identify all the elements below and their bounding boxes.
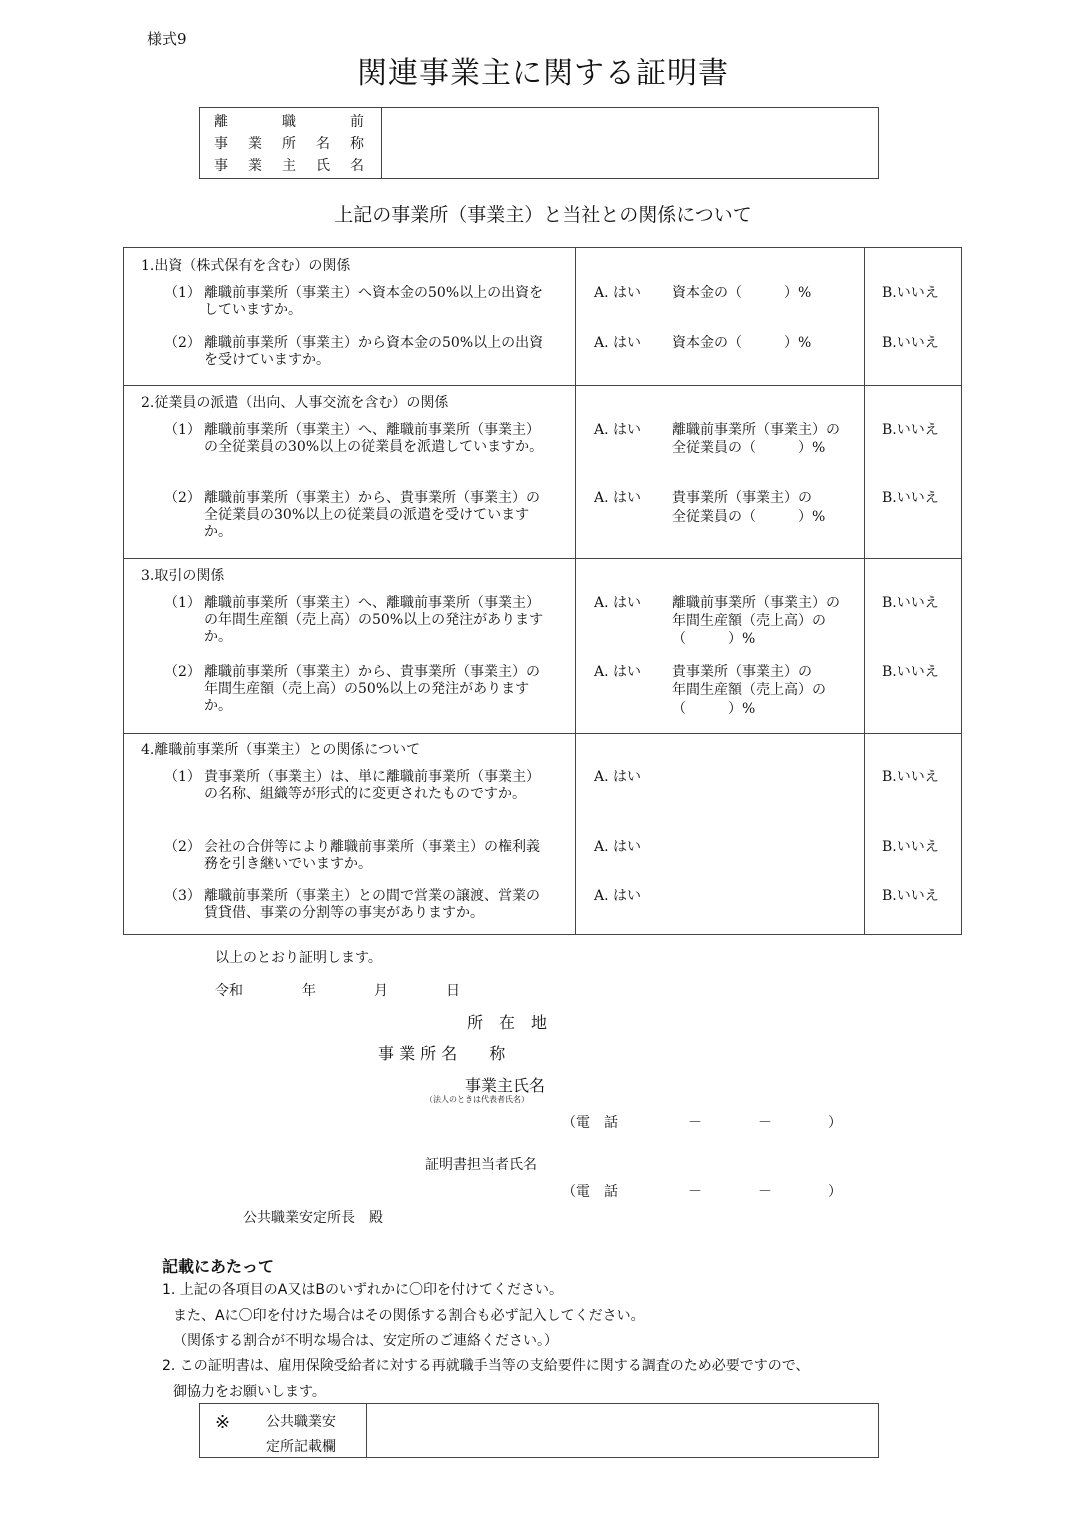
page-title: 関連事業主に関する証明書 [357, 56, 729, 91]
item-number: （1） [164, 769, 201, 785]
yes-option[interactable]: A. はい [594, 595, 642, 611]
no-option[interactable]: B.いいえ [882, 839, 939, 855]
item-number: （1） [164, 422, 201, 438]
section-heading: 3.取引の関係 [141, 568, 225, 584]
date-year[interactable]: 年 [302, 983, 316, 999]
row-divider [124, 733, 961, 734]
ratio-detail[interactable]: 資本金の（ ）% [672, 285, 812, 301]
item-question: 会社の合併等により離職前事業所（事業主）の権利義務を引き継いでいますか。 [204, 839, 540, 872]
addressee: 公共職業安定所長 殿 [243, 1210, 383, 1226]
yes-option[interactable]: A. はい [594, 769, 642, 785]
owner-name-label: 事業主氏名 [465, 1076, 546, 1095]
note-line: また、Aに〇印を付けた場合はその関係する割合も必ず記入してください。 [173, 1308, 645, 1324]
ratio-detail[interactable]: 離職前事業所（事業主）の [672, 422, 840, 438]
item-question: 離職前事業所（事業主）へ資本金の50%以上の出資をしていますか。 [204, 285, 544, 318]
no-option[interactable]: B.いいえ [882, 490, 939, 506]
item-number: （2） [164, 335, 201, 351]
employer-info-box [199, 107, 879, 179]
yes-option[interactable]: A. はい [594, 335, 642, 351]
section-subtitle: 上記の事業所（事業主）と当社との関係について [334, 204, 752, 226]
yes-option[interactable]: A. はい [594, 839, 642, 855]
item-question: 離職前事業所（事業主）との間で営業の譲渡、営業の賃貸借、事業の分割等の事実がありますか。 [204, 888, 540, 921]
phone-field[interactable]: （電 話 － － ） [562, 1115, 842, 1131]
no-option[interactable]: B.いいえ [882, 335, 939, 351]
no-option[interactable]: B.いいえ [882, 769, 939, 785]
item-number: （2） [164, 839, 201, 855]
yes-option[interactable]: A. はい [594, 490, 642, 506]
date-era: 令和 [215, 983, 243, 999]
no-option[interactable]: B.いいえ [882, 595, 939, 611]
section-heading: 4.離職前事業所（事業主）との関係について [141, 742, 421, 758]
date-month[interactable]: 月 [374, 983, 388, 999]
item-number: （3） [164, 888, 201, 904]
item-number: （1） [164, 285, 201, 301]
item-question: 貴事業所（事業主）は、単に離職前事業所（事業主）の名称、組織等が形式的に変更されたものですか。 [204, 769, 540, 802]
contact-person-label: 証明書担当者氏名 [425, 1157, 537, 1173]
section-heading: 1.出資（株式保有を含む）の関係 [141, 258, 351, 274]
item-question: 離職前事業所（事業主）から、貴事業所（事業主）の全従業員の30%以上の従業員の派遣を受けていますか。 [204, 490, 540, 540]
item-number: （2） [164, 664, 201, 680]
item-question: 離職前事業所（事業主）から資本金の50%以上の出資を受けていますか。 [204, 335, 544, 368]
office-name-label: 事 業 所 名 称 [378, 1044, 506, 1063]
ratio-detail[interactable]: （ ）% [672, 631, 756, 647]
yes-option[interactable]: A. はい [594, 888, 642, 904]
no-option[interactable]: B.いいえ [882, 285, 939, 301]
office-use-label: 公共職業安 [266, 1414, 336, 1430]
ratio-detail[interactable]: 貴事業所（事業主）の [672, 664, 812, 680]
relationship-table [123, 247, 962, 935]
reference-mark-icon: ※ [215, 1412, 231, 1433]
row-divider [124, 558, 961, 559]
yes-option[interactable]: A. はい [594, 285, 642, 301]
item-question: 離職前事業所（事業主）へ、離職前事業所（事業主）の全従業員の30%以上の従業員を派遣していますか。 [204, 422, 544, 455]
ratio-detail[interactable]: 離職前事業所（事業主）の [672, 595, 840, 611]
column-divider [575, 248, 576, 934]
item-question: 離職前事業所（事業主）から、貴事業所（事業主）の年間生産額（売上高）の50%以上の発注がありますか。 [204, 664, 540, 714]
note-line: 2. この証明書は、雇用保険受給者に対する再就職手当等の支給要件に関する調査のため必要ですので、 [162, 1358, 810, 1374]
employer-info-field[interactable] [382, 108, 878, 178]
address-label: 所 在 地 [467, 1013, 548, 1032]
notes-heading: 記載にあたって [162, 1257, 275, 1276]
no-option[interactable]: B.いいえ [882, 888, 939, 904]
note-line: 御協力をお願いします。 [173, 1384, 326, 1400]
row-divider [124, 385, 961, 386]
date-day[interactable]: 日 [446, 983, 460, 999]
note-line: （関係する割合が不明な場合は、安定所のご連絡ください。） [173, 1333, 558, 1349]
label-office-name: 事 業 所 名 称 [214, 136, 364, 152]
contact-phone-field[interactable]: （電 話 － － ） [562, 1184, 842, 1200]
office-use-box [199, 1403, 879, 1458]
item-number: （1） [164, 595, 201, 611]
label-owner-name: 事 業 主 氏 名 [214, 158, 364, 174]
yes-option[interactable]: A. はい [594, 664, 642, 680]
office-use-field[interactable] [367, 1404, 878, 1457]
label-previous: 離 職 前 [214, 114, 364, 130]
employer-info-labels [200, 108, 382, 178]
section-heading: 2.従業員の派遣（出向、人事交流を含む）の関係 [141, 395, 449, 411]
no-option[interactable]: B.いいえ [882, 422, 939, 438]
yes-option[interactable]: A. はい [594, 422, 642, 438]
note-line: 1. 上記の各項目のA又はBのいずれかに〇印を付けてください。 [162, 1282, 563, 1298]
ratio-detail[interactable]: 年間生産額（売上高）の [672, 682, 826, 698]
item-question: 離職前事業所（事業主）へ、離職前事業所（事業主）の年間生産額（売上高）の50%以上の発注がありますか。 [204, 595, 544, 645]
form-number: 様式9 [147, 30, 187, 48]
ratio-detail[interactable]: 貴事業所（事業主）の [672, 490, 812, 506]
ratio-detail[interactable]: （ ）% [672, 701, 756, 717]
ratio-detail[interactable]: 全従業員の（ ）% [672, 509, 826, 525]
column-divider [864, 248, 865, 934]
item-number: （2） [164, 490, 201, 506]
certify-statement: 以上のとおり証明します。 [215, 950, 382, 966]
office-use-label: 定所記載欄 [266, 1439, 336, 1455]
ratio-detail[interactable]: 全従業員の（ ）% [672, 440, 826, 456]
no-option[interactable]: B.いいえ [882, 664, 939, 680]
ratio-detail[interactable]: 資本金の（ ）% [672, 335, 812, 351]
ratio-detail[interactable]: 年間生産額（売上高）の [672, 613, 826, 629]
owner-name-note: （法人のときは代表者氏名） [425, 1095, 529, 1104]
